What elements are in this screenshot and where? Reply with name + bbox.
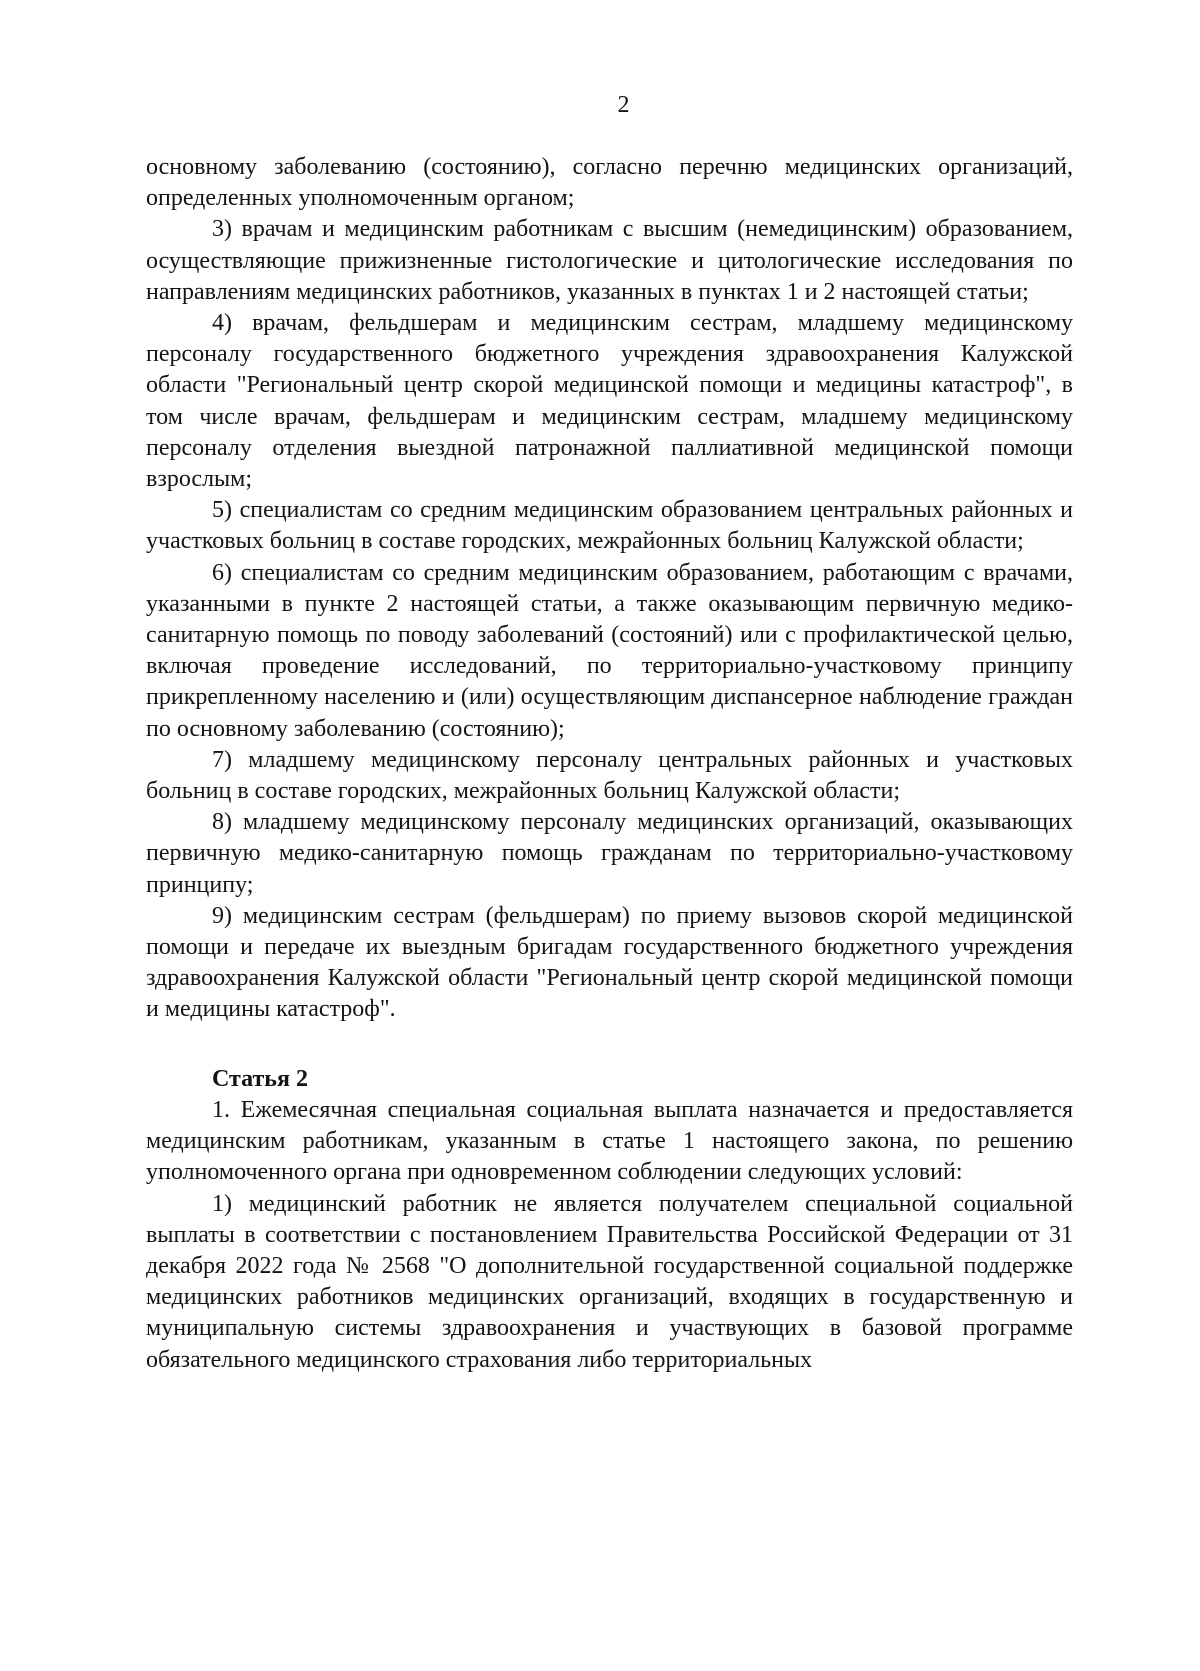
article-paragraph-1: 1. Ежемесячная специальная социальная выплата назначается и предоставляется медицинским работникам, указанным в статье 1 настоящего закона, по решению уполномоченного органа при одновременном соблюдении следующих условий:	[146, 1096, 1073, 1186]
article-subitem-1: 1) медицинский работник не является получателем специальной социальной выплаты в соответствии с постановлением Правительства Российской Федерации от 31 декабря 2022 года № 2568 "О дополнительной государственной социальной поддержке медицинских работников медицинских организаций, входящих в государственную и муниципальную системы здравоохранения и участвующих в базовой программе обязательного медицинского страхования либо территориальных	[146, 1190, 1073, 1373]
page-number: 2	[617, 92, 630, 118]
list-item-8: 8) младшему медицинскому персоналу медицинских организаций, оказывающих первичную медико-санитарную помощь гражданам по территориально-участковому принципу;	[146, 809, 1073, 898]
list-item-3: 3) врачам и медицинским работникам с высшим (немедицинским) образованием, осуществляющие прижизненные гистологические и цитологические исследования по направлениям медицинских работников, указанных в пунктах 1 и 2 настоящей статьи;	[146, 216, 1073, 305]
list-item-4: 4) врачам, фельдшерам и медицинским сестрам, младшему медицинскому персоналу государственного бюджетного учреждения здравоохранения Калужской области "Региональный центр скорой медицинской помощи и медицины катастроф", в том числе врачам, фельдшерам и медицинским сестрам, младшему медицинскому персоналу отделения выездной патронажной паллиативной медицинской помощи взрослым;	[146, 310, 1073, 493]
list-item-9: 9) медицинским сестрам (фельдшерам) по приему вызовов скорой медицинской помощи и передаче их выездным бригадам государственного бюджетного учреждения здравоохранения Калужской области "Региональный центр скорой медицинской помощи и медицины катастроф".	[146, 902, 1073, 1023]
list-item-7: 7) младшему медицинскому персоналу центральных районных и участковых больниц в составе городских, межрайонных больниц Калужской области;	[146, 746, 1073, 805]
section-spacer	[146, 1026, 1073, 1064]
list-item-5: 5) специалистам со средним медицинским образованием центральных районных и участковых больниц в составе городских, межрайонных больниц Калужской области;	[146, 497, 1073, 555]
list-item-6: 6) специалистам со средним медицинским образованием, работающим с врачами, указанными в пункте 2 настоящей статьи, а также оказывающим первичную медико-санитарную помощь по поводу заболеваний (состояний) или с профилактической целью, включая проведение исследований, по территориально-участковому принципу прикрепленному населению и (или) осуществляющим диспансерное наблюдение граждан по основному заболеванию (состоянию);	[146, 559, 1073, 742]
article-heading: Статья 2	[212, 1065, 308, 1092]
paragraph-continuation: основному заболеванию (состоянию), согласно перечню медицинских организаций, определенных уполномоченным органом;	[146, 154, 1073, 212]
